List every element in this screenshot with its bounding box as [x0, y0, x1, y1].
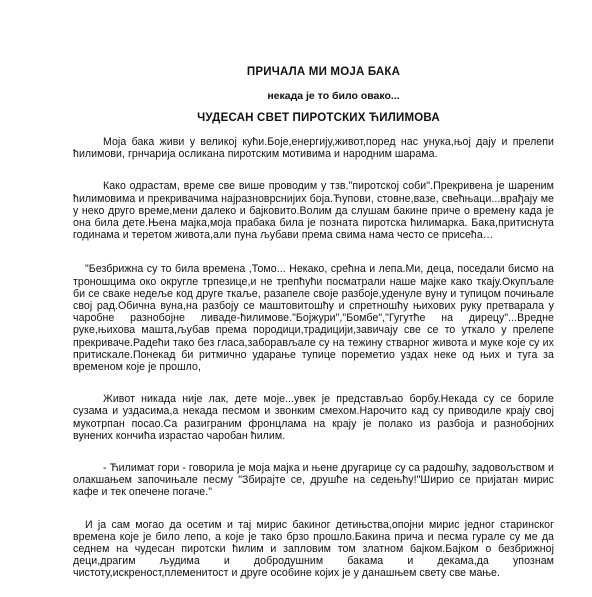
paragraph-6: И ја сам могао да осетим и тај мирис бакиног детињства,опојни мирис једног старинског времена које је било лепо, а које је тако брзо прошло.Бакина прича и песма гурале су ме да седнем на чудесан пиротски ћилим и запловим том златном бајком.Бајком о безбрижној деци,драгим људима и добродушним бакама и декама,да упознам чистоту,искреност,племенитост и друге особине којих је у данашњем свету све мање.	[73, 518, 554, 580]
paragraph-1: Моја бака живи у великој кући.Боје,енергију,живот,поред нас унука,њој дају и прелепи ћилимови, грнчарија осликана пиротским мотивима и народним шарама.	[73, 136, 554, 161]
document-subtitle: некада је то било овако...	[267, 90, 400, 102]
paragraph-4: Живот никада није лак, дете моје...увек је представљао борбу.Некада су се бориле сузама и уздасима,а некада песмом и звонким смехом.Нарочито кад су приводиле крају свој мукотрпан посао.Са разиграним фронцлама на крају је полако из разбоја и разнобојних вунених кончића израстао чаробан ћилим.	[73, 393, 554, 442]
document-heading: ЧУДЕСАН СВЕТ ПИРОТСКИХ ЋИЛИМОВА	[197, 112, 440, 124]
paragraph-2: Како одрастам, време све више проводим у тзв."пиротској соби".Прекривена је шареним ћилимовима и прекривачима најразноврснијих боја.Ћупови, стовне,вазе, свећњаци...врађају ме у неко друго време,мени далеко и бајковито.Волим да слушам бакине приче о времену када је она била дете.Њена мајка,моја прабака била је позната пиротска ћилимарка. Бака,притиснута годинама и теретом живота,али пуна љубави према свима нама често се присећа…	[73, 180, 554, 242]
document-title: ПРИЧАЛА МИ МОЈА БАКА	[246, 66, 401, 78]
paragraph-5: - Ћилимат гори - говорила је моја мајка и њене другарице су са радошћу, задовољством и олакшањем започињале песму "Збирајте се, друшће на седењћу!"Ширио се пријатан мирис кафе и тек опечене погаче."	[73, 462, 554, 499]
paragraph-3: "Безбрижна су то била времена ,Томо... Некако, срећна и лепа.Ми, деца, поседали бисмо на троношцима око округле трпезице,и не трепћући посматрали наше мајке како ткају.Окупљале би се сваке недеље код друге ткаље, разапеле своје разбоје,уденуле вуну и тупицом почињале свој рад.Обична вуна,на разбоју се маштовитошћу и спретношћу њихових руку претварала у чаробне разнобојне ливаде-ћилимове."Бојжури","Бомбе","Гугутће на дирецу"...Вредне руке,њихова машта,љубав према породици,традицији,завичају све се то уткало у прелепе прекриваче.Радећи тако без гласа,заборављале су на тежину стварног живота и муке које су их притискале.Понекад би ритмично ударање тупице пореметио уздах неке од њих и туга за временом које је прошло,	[73, 263, 554, 374]
